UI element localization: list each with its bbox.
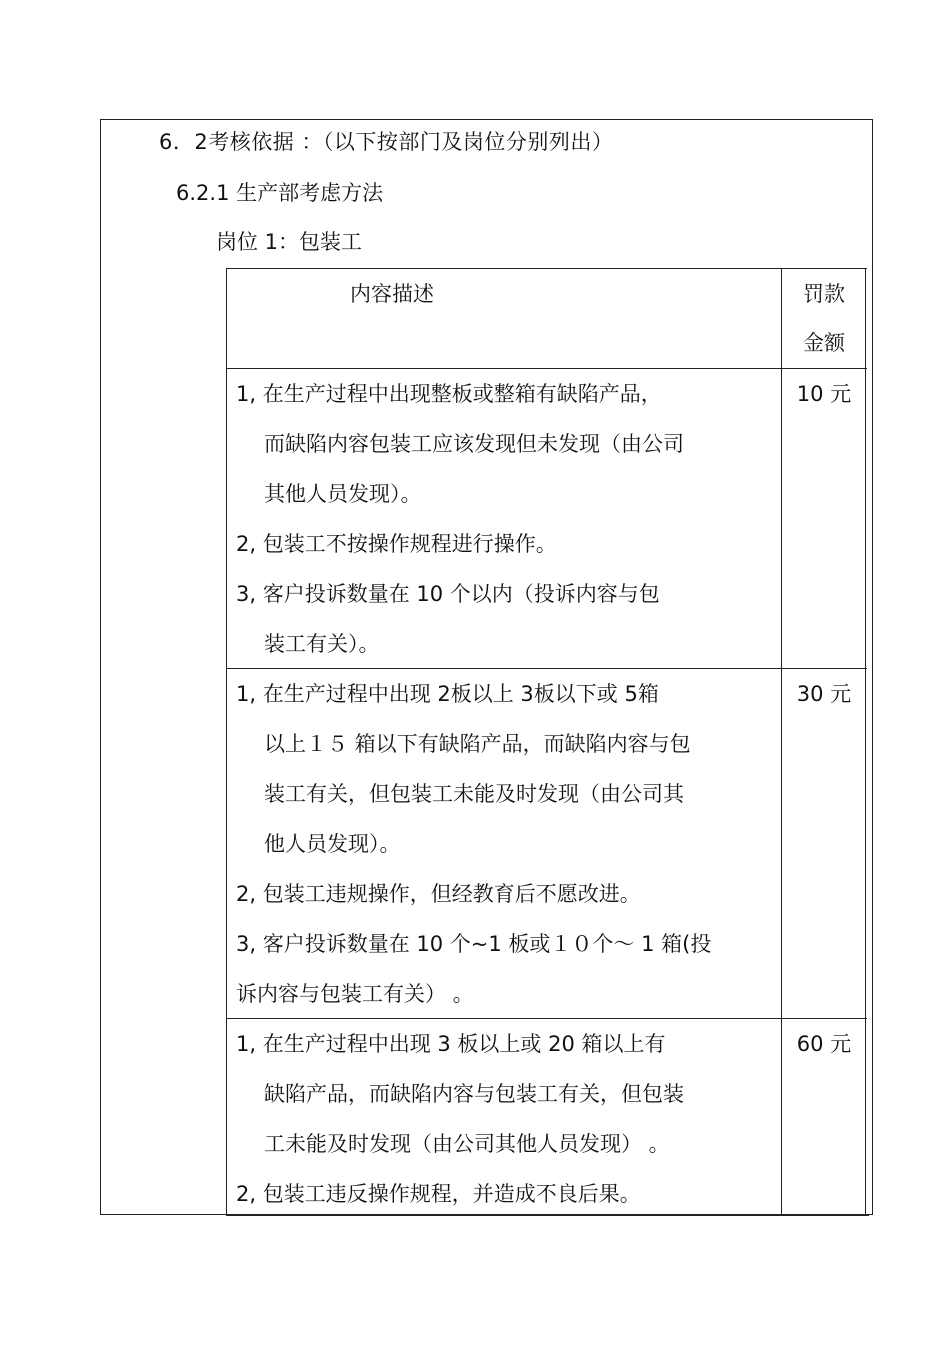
section-heading: 6．2考核依据 ：（以下按部门及岗位分别列出）	[159, 130, 614, 154]
row-text-line: 以上１５ 箱以下有缺陷产品，而缺陷内容与包	[264, 732, 691, 756]
row-text-line: 而缺陷内容包装工应该发现但未发现（由公司	[264, 432, 684, 456]
row-text-line: 2, 包装工违反操作规程，并造成不良后果。	[236, 1182, 641, 1206]
row-text-line: 2, 包装工不按操作规程进行操作。	[236, 532, 557, 556]
header-amount-line2: 金额	[803, 331, 845, 355]
row-text-line: 3, 客户投诉数量在 10 个以内（投诉内容与包	[236, 582, 660, 606]
penalty-amount: 10 元	[796, 382, 852, 406]
table-bottom-border	[226, 1214, 869, 1216]
penalty-table	[226, 268, 867, 1215]
row-text-line: 1, 在生产过程中出现 3 板以上或 20 箱以上有	[236, 1032, 666, 1056]
header-description: 内容描述	[350, 282, 434, 306]
header-amount-line1: 罚款	[803, 282, 845, 306]
position-heading: 岗位 1：包装工	[216, 230, 363, 254]
row-text-line: 装工有关，但包装工未能及时发现（由公司其	[264, 782, 684, 806]
row-text-line: 工未能及时发现（由公司其他人员发现） 。	[264, 1132, 670, 1156]
row-text-line: 他人员发现）。	[264, 832, 401, 856]
row-text-line: 3, 客户投诉数量在 10 个~1 板或１０个～ 1 箱(投	[236, 932, 712, 956]
row-text-line: 装工有关）。	[264, 632, 380, 656]
row-text-line: 2, 包装工违规操作，但经教育后不愿改进。	[236, 882, 641, 906]
penalty-amount: 30 元	[796, 682, 852, 706]
penalty-amount: 60 元	[796, 1032, 852, 1056]
table-row	[226, 368, 867, 668]
table-row	[226, 1018, 867, 1215]
table-row	[226, 668, 867, 1018]
row-text-line: 其他人员发现）。	[264, 482, 422, 506]
row-text-line: 诉内容与包装工有关） 。	[236, 982, 474, 1006]
subsection-heading: 6.2.1 生产部考虑方法	[176, 181, 384, 205]
row-text-line: 1, 在生产过程中出现 2板以上 3板以下或 5箱	[236, 682, 659, 706]
table-header-row	[226, 268, 867, 368]
row-text-line: 缺陷产品，而缺陷内容与包装工有关，但包装	[264, 1082, 684, 1106]
row-text-line: 1, 在生产过程中出现整板或整箱有缺陷产品，	[236, 382, 662, 406]
